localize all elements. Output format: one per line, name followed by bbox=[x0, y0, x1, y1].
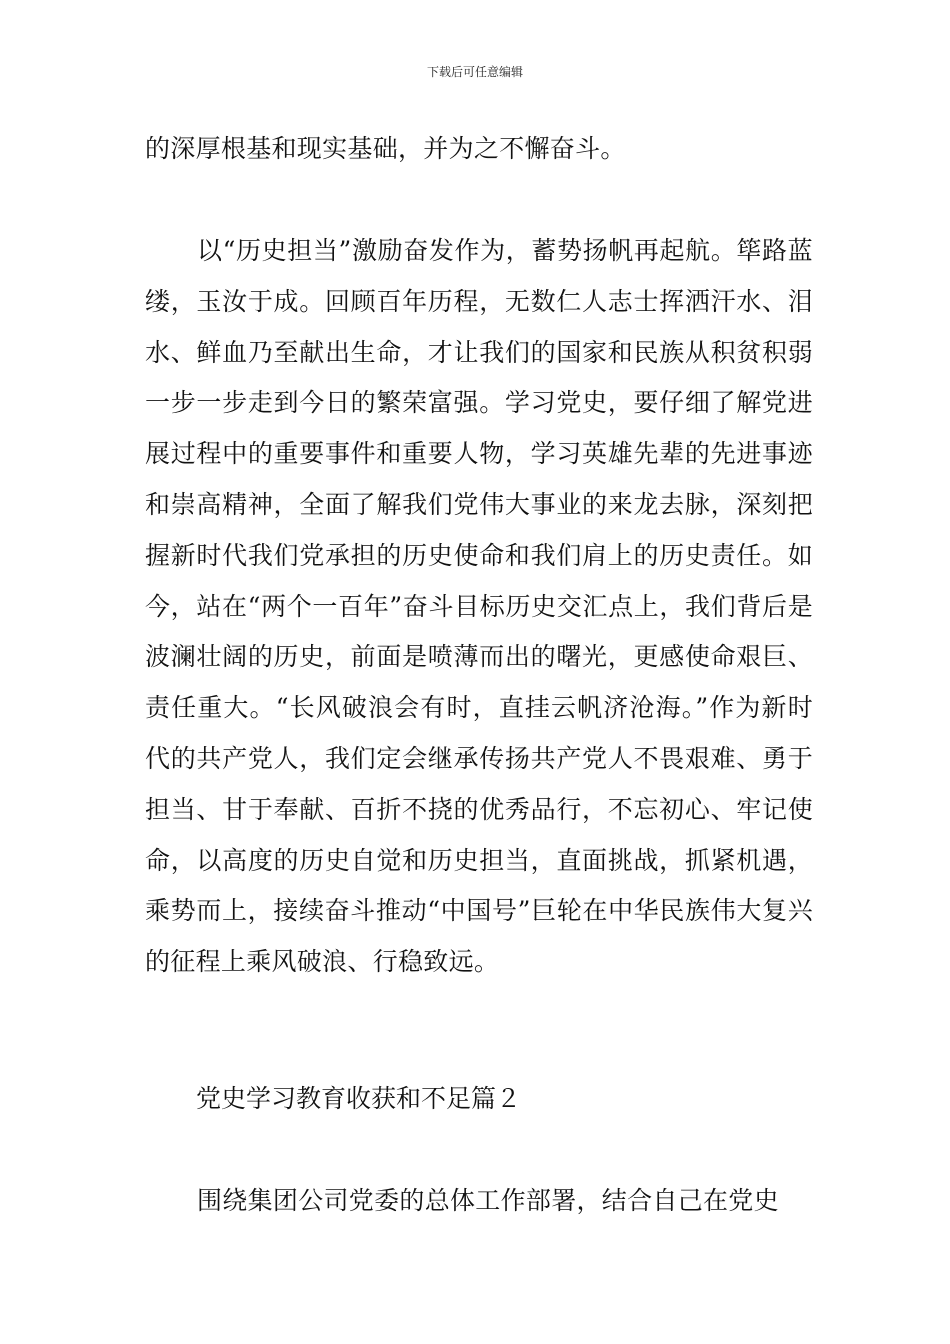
paragraph-historical-responsibility: 以“历史担当”激励奋发作为，蓄势扬帆再起航。筚路蓝缕，玉汝于成。回顾百年历程，无数仁人志士挥洒汗水、泪水、鲜血乃至献出生命，才让我们的国家和民族从积贫积弱一步一步走到今日的繁荣富强。学习党史，要仔细了解党进展过程中的重要事件和重要人物，学习英雄先辈的先进事迹和崇高精神，全面了解我们党伟大事业的来龙去脉，深刻把握新时代我们党承担的历史使命和我们肩上的历史责任。如今，站在“两个一百年”奋斗目标历史交汇点上，我们背后是波澜壮阔的历史，前面是喷薄而出的曙光，更感使命艰巨、责任重大。“长风破浪会有时，直挂云帆济沧海。”作为新时代的共产党人，我们定会继承传扬共产党人不畏艰难、勇于担当、甘于奉献、百折不挠的优秀品行，不忘初心、牢记使命，以高度的历史自觉和历史担当，直面挑战，抓紧机遇，乘势而上，接续奋斗推动“中国号”巨轮在中华民族伟大复兴的征程上乘风破浪、行稳致远。 bbox=[145, 236, 813, 977]
section-heading: 党史学习教育收获和不足篇２ bbox=[196, 1084, 522, 1113]
paragraph-section-2-start: 围绕集团公司党委的总体工作部署，结合自己在党史 bbox=[197, 1186, 779, 1215]
paragraph-continuation: 的深厚根基和现实基础，并为之不懈奋斗。 bbox=[145, 134, 626, 163]
page-header-note: 下载后可任意编辑 bbox=[426, 65, 523, 79]
